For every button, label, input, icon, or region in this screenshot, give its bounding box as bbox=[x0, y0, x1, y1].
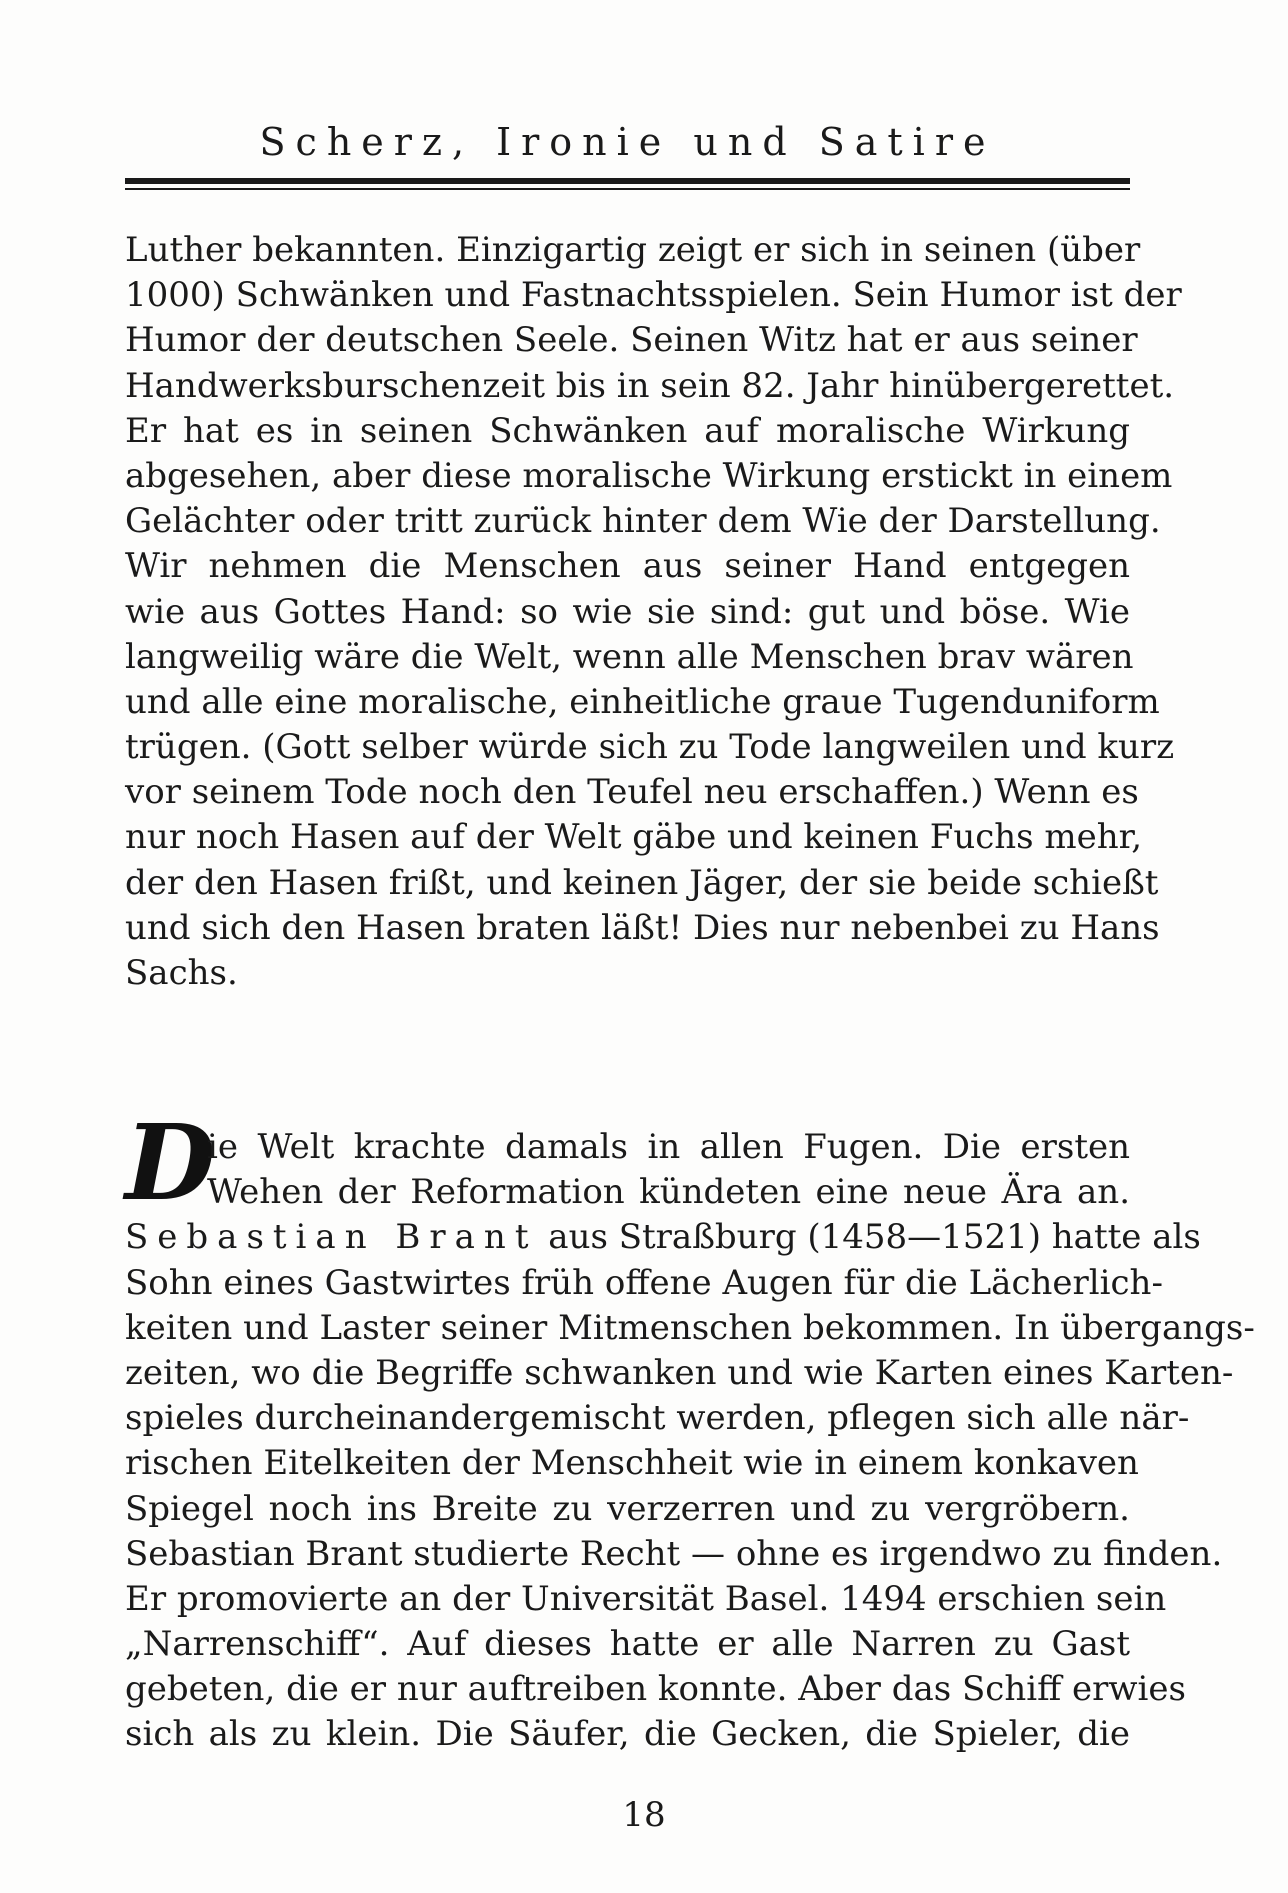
text-line: ie Welt krachte damals in allen Fugen. Die ersten bbox=[207, 1127, 1130, 1167]
header-rule-thin bbox=[125, 188, 1130, 190]
text-run: aus Straßburg (1458—1521) hatte als bbox=[537, 1217, 1201, 1258]
text-line: nur noch Hasen auf der Welt gäbe und keinen Fuchs mehr, bbox=[125, 817, 1142, 858]
text-line: und sich den Hasen braten läßt! Dies nur nebenbei zu Hans bbox=[125, 907, 1160, 948]
text-line: Humor der deutschen Seele. Seinen Witz hat er aus seiner bbox=[125, 320, 1138, 361]
page-number: 18 bbox=[622, 1795, 666, 1835]
text-line: Sohn eines Gastwirtes früh offene Augen für die Lächerlich- bbox=[125, 1262, 1163, 1303]
text-line: Gelächter oder tritt zurück hinter dem Wie der Darstellung. bbox=[125, 501, 1161, 542]
text-line: Sebastian Brant studierte Recht — ohne es irgendwo zu finden. bbox=[125, 1533, 1223, 1574]
text-line: und alle eine moralische, einheitliche graue Tugenduniform bbox=[125, 681, 1160, 722]
text-line bbox=[125, 1215, 1201, 1260]
text-line: langweilig wäre die Welt, wenn alle Menschen brav wären bbox=[125, 636, 1134, 677]
text-line: Er promovierte an der Universität Basel. 1494 erschien sein bbox=[125, 1578, 1167, 1619]
running-head: Scherz, Ironie und Satire bbox=[259, 120, 996, 164]
text-line: Spiegel noch ins Breite zu verzerren und zu vergröbern. bbox=[125, 1488, 1130, 1529]
text-line: trügen. (Gott selber würde sich zu Tode langweilen und kurz bbox=[125, 727, 1175, 768]
header-rule-thick bbox=[125, 178, 1130, 184]
text-line: gebeten, die er nur auftreiben konnte. Aber das Schiff erwies bbox=[125, 1669, 1186, 1710]
text-line: der den Hasen frißt, und keinen Jäger, der sie beide schießt bbox=[125, 862, 1159, 903]
text-line: keiten und Laster seiner Mitmenschen bekommen. In übergangs- bbox=[125, 1307, 1255, 1348]
drop-cap: D bbox=[125, 1101, 216, 1224]
text-line: abgesehen, aber diese moralische Wirkung erstickt in einem bbox=[125, 455, 1173, 496]
text-line: spieles durcheinandergemischt werden, pflegen sich alle när- bbox=[125, 1398, 1190, 1439]
text-line: Sachs. bbox=[125, 953, 238, 993]
text-line: sich als zu klein. Die Säufer, die Gecken, die Spieler, die bbox=[125, 1714, 1130, 1755]
text-line: Er hat es in seinen Schwänken auf moralische Wirkung bbox=[125, 410, 1130, 451]
text-line: Luther bekannten. Einzigartig zeigt er sich in seinen (über bbox=[125, 230, 1141, 270]
spaced-name: Sebastian Brant bbox=[125, 1217, 538, 1258]
text-line: Handwerksburschenzeit bis in sein 82. Jahr hinübergerettet. bbox=[125, 365, 1175, 406]
paragraph-1 bbox=[125, 228, 1182, 996]
text-line: „Narrenschiff“. Auf dieses hatte er alle Narren zu Gast bbox=[125, 1624, 1130, 1665]
text-line: Wehen der Reformation kündeten eine neue Ära an. bbox=[207, 1172, 1130, 1213]
paragraph-2 bbox=[125, 1125, 1255, 1758]
text-line: rischen Eitelkeiten der Menschheit wie in einem konkaven bbox=[125, 1443, 1139, 1484]
text-line: wie aus Gottes Hand: so wie sie sind: gut und böse. Wie bbox=[125, 591, 1130, 632]
text-line: zeiten, wo die Begriffe schwanken und wie Karten eines Karten- bbox=[125, 1352, 1234, 1393]
text-line: 1000) Schwänken und Fastnachtsspielen. Sein Humor ist der bbox=[125, 275, 1182, 316]
text-line: Wir nehmen die Menschen aus seiner Hand entgegen bbox=[125, 546, 1130, 587]
text-line: vor seinem Tode noch den Teufel neu erschaffen.) Wenn es bbox=[125, 772, 1139, 813]
